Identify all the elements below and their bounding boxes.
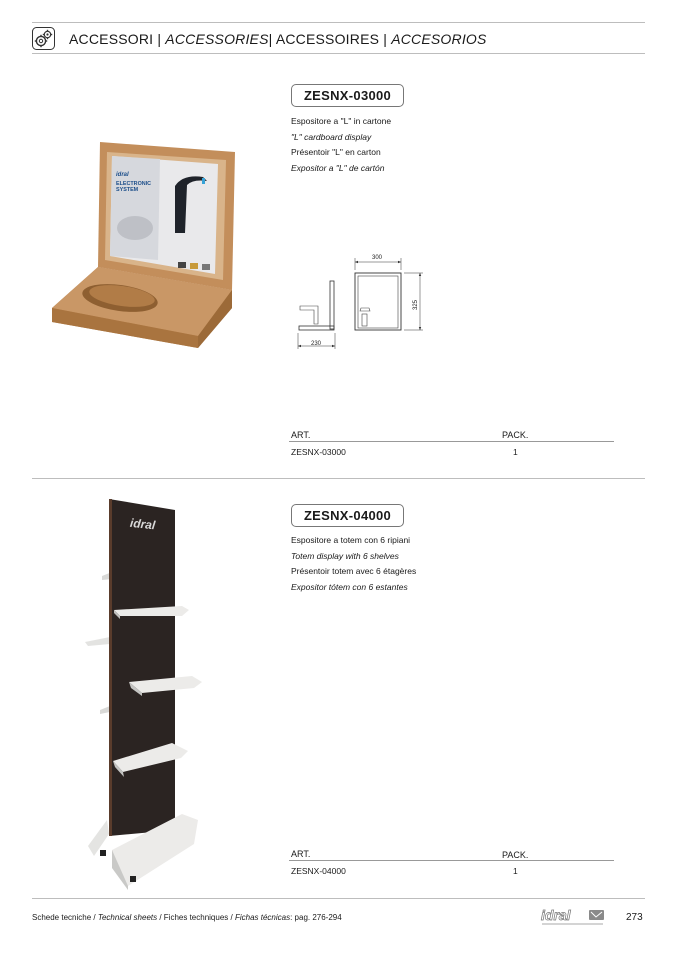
section-divider [32,478,645,479]
product-description [291,533,416,595]
title-it: ACCESSORI [69,31,154,47]
header-top-rule [32,22,645,23]
dim-depth-label: 230 [311,341,322,347]
display-text-2: SYSTEM [116,187,139,193]
table-cell-pack: 1 [513,447,518,457]
title-fr: ACCESSOIRES [275,31,380,47]
table-header-art: ART. [291,430,311,440]
table-header-pack: PACK. [502,850,529,860]
page-title [69,31,487,47]
desc-fr: Présentoir "L" en carton [291,147,381,157]
footer-en: Technical sheets [97,913,158,922]
product-description [291,114,391,176]
title-es: ACCESORIOS [391,31,487,47]
display-brand: idral [116,172,129,178]
header-bottom-rule [32,53,645,54]
desc-en: "L" cardboard display [291,131,372,142]
dim-width-label: 300 [372,255,383,261]
desc-es: Expositor tótem con 6 estantes [291,581,408,592]
footer-rule [32,898,645,899]
desc-es: Expositor a "L" de cartón [291,162,385,173]
title-separator: | [268,31,273,47]
totem-brand: idral [129,515,157,533]
product-code-badge: ZESNX-03000 [291,84,404,107]
footer-es: Fichas técnicas [234,913,291,922]
table-header-art: ART. [291,849,311,859]
footer-reference [32,913,342,922]
dim-height-label: 325 [413,299,419,310]
desc-en: Totem display with 6 shelves [291,550,399,561]
page-number: 273 [626,912,643,923]
gears-icon [32,27,55,50]
footer-it: Schede tecniche / [32,913,98,922]
desc-it: Espositore a "L" in cartone [291,116,392,126]
table-cell-pack: 1 [513,866,518,876]
title-en: ACCESSORIES [165,31,269,47]
totem-display-image [82,494,207,890]
footer-pages: : pag. 276-294 [290,913,342,922]
table-header-pack: PACK. [502,430,529,440]
product-code-badge: ZESNX-04000 [291,504,404,527]
logo-text: idral [541,907,571,923]
title-separator: | [157,31,162,47]
desc-fr: Présentoir totem avec 6 étagères [291,566,417,576]
footer-fr: / Fiches techniques / [157,913,235,922]
display-text-1: ELECTRONIC [116,181,152,187]
table-cell-art: ZESNX-04000 [291,866,346,876]
desc-it: Espositore a totem con 6 ripiani [291,535,411,545]
cardboard-display-image [50,140,235,350]
table-cell-art: ZESNX-03000 [291,447,346,457]
title-separator: | [383,31,388,47]
table-rule [289,860,614,861]
idral-logo [540,907,606,927]
table-rule [289,441,614,442]
technical-drawing [290,248,430,353]
